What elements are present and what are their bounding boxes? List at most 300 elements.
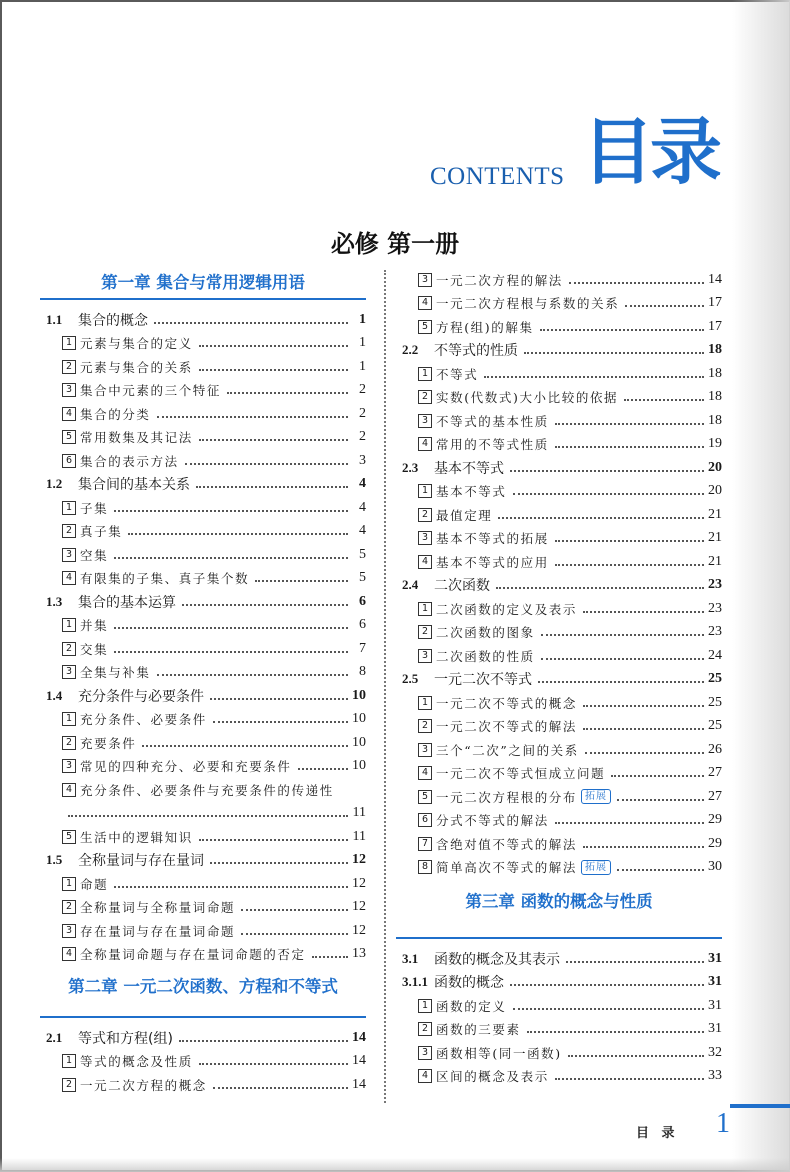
dot-leader xyxy=(585,752,704,754)
toc-item-entry[interactable] xyxy=(396,856,722,880)
item-title: 函数相等(同一函数) xyxy=(436,1045,562,1061)
toc-item-entry[interactable] xyxy=(396,362,722,386)
toc-item-entry[interactable] xyxy=(40,1073,366,1097)
item-index-box: 1 xyxy=(418,696,432,710)
dot-leader xyxy=(157,674,348,676)
page-ref: 27 xyxy=(708,788,722,804)
page-ref: 20 xyxy=(708,483,722,499)
item-index-box: 4 xyxy=(418,555,432,569)
toc-item-entry[interactable] xyxy=(40,402,366,426)
page-ref: 30 xyxy=(708,859,722,875)
item-title: 一元二次不等式的概念 xyxy=(436,695,578,711)
item-title: 二次函数的性质 xyxy=(436,648,535,664)
page-ref: 23 xyxy=(708,600,722,616)
toc-item-entry[interactable] xyxy=(396,1065,722,1089)
toc-section-entry[interactable] xyxy=(40,590,366,614)
page-ref: 6 xyxy=(359,593,366,609)
dot-leader xyxy=(555,446,704,448)
section-title: 集合的概念 xyxy=(78,312,148,329)
item-title: 存在量词与存在量词命题 xyxy=(80,923,236,939)
page-ref: 23 xyxy=(708,577,722,593)
item-index-box: 2 xyxy=(418,390,432,404)
item-index-box: 1 xyxy=(62,877,76,891)
item-title: 分式不等式的解法 xyxy=(436,813,549,829)
column-divider xyxy=(384,270,386,1103)
toc-item-entry[interactable] xyxy=(396,268,722,292)
dot-leader xyxy=(583,705,704,707)
item-index-box: 1 xyxy=(418,602,432,616)
item-index-box: 3 xyxy=(62,759,76,773)
section-number: 2.2 xyxy=(402,342,419,358)
dot-leader xyxy=(611,775,704,777)
item-title: 命题 xyxy=(80,876,109,892)
page-ref: 33 xyxy=(708,1068,722,1084)
item-title: 生活中的逻辑知识 xyxy=(80,829,193,845)
page-ref: 18 xyxy=(708,412,722,428)
chapter-title: 第二章 一元二次函数、方程和不等式 xyxy=(68,977,338,996)
toc-item-entry[interactable] xyxy=(40,426,366,450)
toc-section-entry[interactable] xyxy=(396,339,722,363)
dot-leader xyxy=(199,369,348,371)
toc-item-entry[interactable] xyxy=(40,661,366,685)
page-ref: 12 xyxy=(352,852,366,868)
item-index-box: 2 xyxy=(62,360,76,374)
toc-item-entry[interactable] xyxy=(40,872,366,896)
item-title: 元素与集合的关系 xyxy=(80,359,193,375)
item-title: 简单高次不等式的解法 xyxy=(436,860,578,876)
item-index-box: 3 xyxy=(62,924,76,938)
section-title: 函数的概念 xyxy=(434,975,504,992)
toc-item-entry[interactable] xyxy=(396,809,722,833)
item-index-box: 4 xyxy=(418,766,432,780)
toc-section-entry[interactable] xyxy=(40,308,366,332)
item-title: 一元二次方程的概念 xyxy=(80,1077,207,1093)
page-ref: 31 xyxy=(708,950,722,966)
toc-item-entry[interactable] xyxy=(40,449,366,473)
toc-item-entry[interactable] xyxy=(40,637,366,661)
page-ref: 3 xyxy=(359,452,366,468)
item-index-box: 4 xyxy=(62,947,76,961)
dot-leader xyxy=(513,493,704,495)
section-number: 2.5 xyxy=(402,671,419,687)
page-ref: 1 xyxy=(359,335,366,351)
item-index-box: 1 xyxy=(62,1054,76,1068)
dot-leader xyxy=(128,533,348,535)
dot-leader xyxy=(114,651,348,653)
toc-item-entry[interactable] xyxy=(396,386,722,410)
toc-item-entry[interactable] xyxy=(396,715,722,739)
item-index-box: 1 xyxy=(62,501,76,515)
page-ref: 11 xyxy=(352,805,366,821)
page-ref: 29 xyxy=(708,812,722,828)
toc-item-entry[interactable] xyxy=(396,832,722,856)
item-index-box: 2 xyxy=(62,900,76,914)
dot-leader xyxy=(624,399,704,401)
dot-leader xyxy=(555,423,704,425)
dot-leader xyxy=(541,658,704,660)
page-ref: 14 xyxy=(352,1076,366,1092)
item-title: 不等式 xyxy=(436,366,479,382)
item-title: 集合的表示方法 xyxy=(80,453,179,469)
dot-leader xyxy=(179,1040,348,1042)
section-title: 一元二次不等式 xyxy=(434,672,532,689)
dot-leader xyxy=(241,933,348,935)
dot-leader xyxy=(213,1087,348,1089)
item-title: 真子集 xyxy=(80,524,123,540)
dot-leader xyxy=(241,909,348,911)
dot-leader xyxy=(583,611,704,613)
dot-leader xyxy=(312,956,348,958)
page-ref: 31 xyxy=(708,997,722,1013)
page-ref: 4 xyxy=(359,523,366,539)
item-index-box: 4 xyxy=(418,1069,432,1083)
dot-leader xyxy=(199,439,348,441)
toc-section-entry[interactable] xyxy=(396,947,722,971)
toc-item-entry[interactable] xyxy=(396,550,722,574)
page-ref: 18 xyxy=(708,365,722,381)
item-title: 二次函数的定义及表示 xyxy=(436,601,578,617)
toc-section-entry[interactable] xyxy=(396,574,722,598)
dot-leader xyxy=(625,305,704,307)
dot-leader xyxy=(227,392,348,394)
dot-leader xyxy=(524,352,704,354)
page-ref: 25 xyxy=(708,671,722,687)
toc-item-entry[interactable] xyxy=(396,738,722,762)
dot-leader xyxy=(510,984,704,986)
toc-item-entry[interactable] xyxy=(396,762,722,786)
dot-leader xyxy=(569,282,704,284)
section-number: 1.4 xyxy=(46,687,63,703)
item-index-box: 4 xyxy=(62,571,76,585)
page-ref: 14 xyxy=(708,271,722,287)
item-title: 常用的不等式性质 xyxy=(436,437,549,453)
toc-item-entry[interactable] xyxy=(396,644,722,668)
item-index-box: 1 xyxy=(62,336,76,350)
page-ref: 6 xyxy=(359,617,366,633)
item-index-box: 2 xyxy=(418,625,432,639)
dot-leader xyxy=(298,768,348,770)
section-title: 基本不等式 xyxy=(434,460,504,477)
item-title: 集合的分类 xyxy=(80,406,151,422)
item-index-box: 6 xyxy=(418,813,432,827)
dot-leader xyxy=(496,587,704,589)
toc-item-entry[interactable] xyxy=(396,480,722,504)
section-number: 3.1.1 xyxy=(402,974,428,990)
extension-tag: 拓展 xyxy=(581,789,611,804)
page-ref: 14 xyxy=(352,1029,366,1045)
page-ref: 8 xyxy=(359,664,366,680)
item-index-box: 3 xyxy=(418,743,432,757)
item-title: 区间的概念及表示 xyxy=(436,1069,549,1085)
item-title: 基本不等式的拓展 xyxy=(436,531,549,547)
chapter-heading xyxy=(40,970,366,1026)
item-title: 交集 xyxy=(80,641,109,657)
section-number: 1.1 xyxy=(46,311,63,327)
item-title: 空集 xyxy=(80,547,109,563)
dot-leader xyxy=(527,1031,704,1033)
page-title: 目录 xyxy=(582,110,719,194)
item-index-box: 2 xyxy=(62,736,76,750)
page-ref: 17 xyxy=(708,318,722,334)
toc-item-entry[interactable] xyxy=(40,332,366,356)
toc-item-entry[interactable] xyxy=(40,567,366,591)
page-ref: 24 xyxy=(708,647,722,663)
chapter-heading xyxy=(396,885,722,947)
item-index-box: 1 xyxy=(62,712,76,726)
item-title: 元素与集合的定义 xyxy=(80,336,193,352)
section-title: 不等式的性质 xyxy=(434,343,518,360)
item-title: 一元二次不等式恒成立问题 xyxy=(436,766,606,782)
dot-leader xyxy=(185,463,348,465)
dot-leader xyxy=(555,822,704,824)
page-ref: 18 xyxy=(708,389,722,405)
dot-leader xyxy=(157,416,348,418)
item-index-box: 1 xyxy=(62,618,76,632)
page-ref: 14 xyxy=(352,1053,366,1069)
page-ref: 4 xyxy=(359,476,366,492)
page-ref: 12 xyxy=(352,922,366,938)
item-title: 最值定理 xyxy=(436,507,493,523)
item-title: 全集与补集 xyxy=(80,665,151,681)
item-title: 充分条件、必要条件 xyxy=(80,712,207,728)
dot-leader xyxy=(196,486,348,488)
section-title: 充分条件与必要条件 xyxy=(78,688,204,705)
item-index-box: 3 xyxy=(62,548,76,562)
item-title: 有限集的子集、真子集个数 xyxy=(80,571,250,587)
dot-leader xyxy=(114,557,348,559)
toc-item-entry[interactable] xyxy=(396,527,722,551)
chapter-rule xyxy=(40,298,366,300)
section-title: 二次函数 xyxy=(434,578,490,595)
page-ref: 7 xyxy=(359,640,366,656)
dot-leader xyxy=(617,799,704,801)
page-ref: 17 xyxy=(708,295,722,311)
item-index-box: 4 xyxy=(418,437,432,451)
item-index-box: 6 xyxy=(62,454,76,468)
item-index-box: 3 xyxy=(418,649,432,663)
section-title: 全称量词与存在量词 xyxy=(78,853,204,870)
item-title: 一元二次方程的解法 xyxy=(436,272,563,288)
item-index-box: 3 xyxy=(62,665,76,679)
item-index-box: 1 xyxy=(418,999,432,1013)
item-title: 一元二次方程根与系数的关系 xyxy=(436,296,620,312)
section-title: 集合间的基本关系 xyxy=(78,477,190,494)
toc-section-entry[interactable] xyxy=(396,456,722,480)
dot-leader xyxy=(182,604,348,606)
section-number: 1.3 xyxy=(46,593,63,609)
page-ref: 10 xyxy=(352,687,366,703)
item-index-box: 2 xyxy=(418,719,432,733)
item-index-box: 5 xyxy=(62,830,76,844)
toc-item-entry[interactable] xyxy=(40,919,366,943)
item-title: 常见的四种充分、必要和充要条件 xyxy=(80,759,292,775)
item-index-box: 2 xyxy=(62,524,76,538)
toc-item-entry[interactable] xyxy=(396,1018,722,1042)
book-title: 必修 第一册 xyxy=(330,230,460,258)
item-title: 方程(组)的解集 xyxy=(436,319,534,335)
toc-section-entry[interactable] xyxy=(396,668,722,692)
toc-item-entry[interactable] xyxy=(396,315,722,339)
item-title: 集合中元素的三个特征 xyxy=(80,383,222,399)
toc-section-entry[interactable] xyxy=(40,849,366,873)
dot-leader xyxy=(199,1063,348,1065)
page-ref: 12 xyxy=(352,875,366,891)
toc-item-entry[interactable] xyxy=(40,543,366,567)
item-title: 基本不等式 xyxy=(436,484,507,500)
dot-leader xyxy=(510,470,704,472)
page-ref: 31 xyxy=(708,1021,722,1037)
page-ref: 10 xyxy=(352,758,366,774)
page-ref: 26 xyxy=(708,741,722,757)
toc-item-entry[interactable] xyxy=(40,896,366,920)
chapter-heading xyxy=(40,268,366,308)
toc-item-entry[interactable] xyxy=(40,1050,366,1074)
toc-item-entry[interactable] xyxy=(40,731,366,755)
item-index-box: 2 xyxy=(418,508,432,522)
dot-leader xyxy=(566,961,704,963)
section-number: 2.1 xyxy=(46,1029,63,1045)
item-title: 不等式的基本性质 xyxy=(436,413,549,429)
toc-item-entry[interactable] xyxy=(40,708,366,732)
toc-item-entry[interactable] xyxy=(396,1041,722,1065)
footer-bar xyxy=(730,1104,790,1108)
item-index-box: 4 xyxy=(418,296,432,310)
item-title: 常用数集及其记法 xyxy=(80,430,193,446)
toc-item-entry[interactable] xyxy=(396,433,722,457)
item-index-box: 5 xyxy=(418,320,432,334)
page-ref: 20 xyxy=(708,459,722,475)
dot-leader xyxy=(68,815,348,817)
item-title: 子集 xyxy=(80,500,109,516)
item-index-box: 4 xyxy=(62,783,76,797)
item-index-box: 4 xyxy=(62,407,76,421)
item-index-box: 3 xyxy=(418,273,432,287)
toc-right-column xyxy=(396,268,722,1088)
item-index-box: 3 xyxy=(62,383,76,397)
page-ref: 11 xyxy=(352,828,366,844)
toc-item-entry[interactable] xyxy=(40,755,366,779)
section-number: 2.3 xyxy=(402,459,419,475)
toc-item-entry[interactable] xyxy=(40,520,366,544)
item-title: 充要条件 xyxy=(80,735,137,751)
toc-section-entry[interactable] xyxy=(396,971,722,995)
toc-item-entry[interactable] xyxy=(396,409,722,433)
toc-section-entry[interactable] xyxy=(40,684,366,708)
dot-leader xyxy=(513,1008,704,1010)
page-ref: 10 xyxy=(352,711,366,727)
toc-item-entry[interactable] xyxy=(40,355,366,379)
dot-leader xyxy=(114,510,348,512)
dot-leader xyxy=(210,698,348,700)
chapter-title: 第三章 函数的概念与性质 xyxy=(465,892,653,911)
dot-leader xyxy=(538,681,704,683)
dot-leader xyxy=(114,886,348,888)
toc-item-entry[interactable] xyxy=(40,943,366,967)
toc-item-entry[interactable] xyxy=(40,614,366,638)
page-ref: 13 xyxy=(352,946,366,962)
page-ref: 12 xyxy=(352,899,366,915)
item-title: 函数的定义 xyxy=(436,998,507,1014)
footer-label: 目 录 xyxy=(636,1126,679,1141)
toc-item-entry[interactable] xyxy=(396,621,722,645)
item-title: 实数(代数式)大小比较的依据 xyxy=(436,390,619,406)
item-index-box: 2 xyxy=(62,642,76,656)
toc-item-entry[interactable] xyxy=(40,825,366,849)
toc-item-entry[interactable] xyxy=(40,496,366,520)
dot-leader xyxy=(498,517,704,519)
toc-item-continuation xyxy=(40,802,366,826)
page-ref: 23 xyxy=(708,624,722,640)
dot-leader xyxy=(114,627,348,629)
page-ref: 2 xyxy=(359,429,366,445)
page-number: 1 xyxy=(716,1108,730,1139)
page-ref: 2 xyxy=(359,382,366,398)
page-ref: 2 xyxy=(359,405,366,421)
dot-leader xyxy=(617,869,704,871)
toc-section-entry[interactable] xyxy=(40,1026,366,1050)
item-title: 二次函数的图象 xyxy=(436,625,535,641)
section-number: 3.1 xyxy=(402,950,419,966)
item-title: 充分条件、必要条件与充要条件的传递性 xyxy=(80,782,334,798)
chapter-rule xyxy=(40,1016,366,1018)
toc-item-entry[interactable] xyxy=(40,379,366,403)
toc-item-entry[interactable] xyxy=(396,292,722,316)
item-title: 全称量词命题与存在量词命题的否定 xyxy=(80,947,306,963)
toc-item-entry[interactable] xyxy=(396,785,722,809)
page-ref: 1 xyxy=(359,358,366,374)
toc-item-entry[interactable] xyxy=(396,691,722,715)
page-ref: 18 xyxy=(708,342,722,358)
item-index-box: 5 xyxy=(418,790,432,804)
page-ref: 19 xyxy=(708,436,722,452)
item-title: 一元二次方程根的分布 xyxy=(436,789,578,805)
dot-leader xyxy=(154,322,348,324)
page-ref: 21 xyxy=(708,530,722,546)
item-title: 函数的三要素 xyxy=(436,1022,521,1038)
item-title: 基本不等式的应用 xyxy=(436,554,549,570)
chapter-title: 第一章 集合与常用逻辑用语 xyxy=(101,273,305,292)
page-ref: 21 xyxy=(708,553,722,569)
toc-item-entry[interactable] xyxy=(396,597,722,621)
page-edge-shade xyxy=(732,0,790,1172)
page-ref: 10 xyxy=(352,734,366,750)
item-index-box: 2 xyxy=(62,1078,76,1092)
dot-leader xyxy=(541,634,704,636)
page-bottom-shade xyxy=(0,1158,790,1172)
page-ref: 25 xyxy=(708,694,722,710)
page-ref: 31 xyxy=(708,974,722,990)
item-index-box: 1 xyxy=(418,484,432,498)
section-title: 函数的概念及其表示 xyxy=(434,951,560,968)
toc-item-entry[interactable] xyxy=(396,503,722,527)
item-index-box: 5 xyxy=(62,430,76,444)
toc-left-column xyxy=(40,268,366,1097)
item-index-box: 3 xyxy=(418,531,432,545)
dot-leader xyxy=(555,540,704,542)
dot-leader xyxy=(142,745,348,747)
extension-tag: 拓展 xyxy=(581,860,611,875)
section-title: 集合的基本运算 xyxy=(78,594,176,611)
toc-item-entry[interactable] xyxy=(40,778,366,802)
page-ref: 27 xyxy=(708,765,722,781)
page-ref: 4 xyxy=(359,499,366,515)
dot-leader xyxy=(213,721,348,723)
toc-section-entry[interactable] xyxy=(40,473,366,497)
chapter-rule xyxy=(396,937,722,939)
item-index-box: 1 xyxy=(418,367,432,381)
toc-item-entry[interactable] xyxy=(396,994,722,1018)
item-index-box: 2 xyxy=(418,1022,432,1036)
